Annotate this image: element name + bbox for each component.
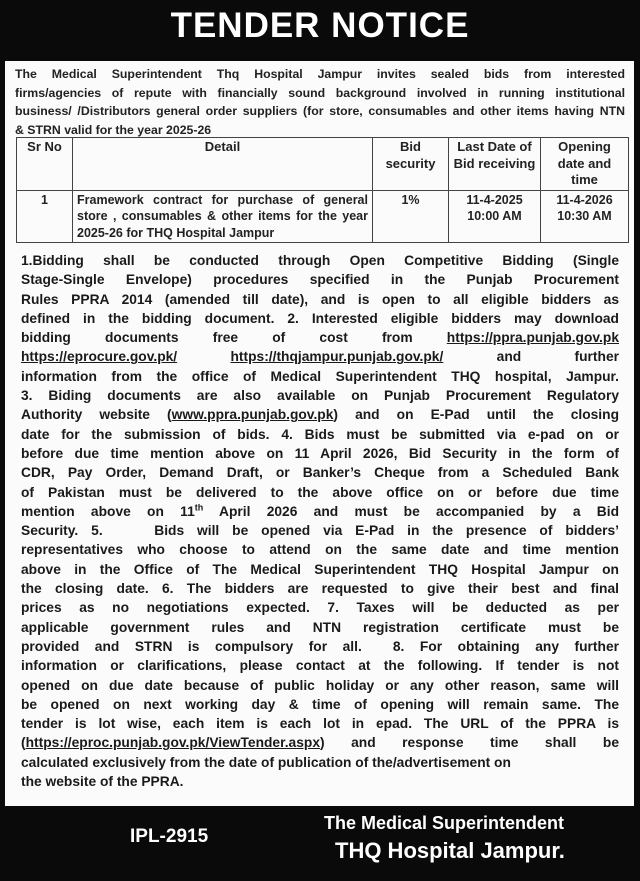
body-line xyxy=(21,386,619,405)
body-text: prices as no negotiations expected. 7. Taxes will be deducted as per xyxy=(21,600,619,616)
body-line xyxy=(21,579,619,598)
body-line xyxy=(21,676,619,695)
body-text: Rules PPRA 2014 (amended till date), and is open to all eligible bidders as xyxy=(21,291,619,307)
body-line xyxy=(21,347,619,366)
body-text: be opened on next working day & time of opening will remain same. The xyxy=(21,696,619,712)
body-text: mention above on 11 xyxy=(21,503,195,519)
url-link[interactable]: https://eprocure.gov.pk/ xyxy=(21,349,178,365)
body-line xyxy=(21,425,619,444)
body-text: applicable government rules and NTN registration certificate must be xyxy=(21,619,619,635)
header-opening: Opening date and time xyxy=(541,138,629,191)
body-text xyxy=(177,349,230,364)
body-text: 3. Biding documents are also available on Punjab Procurement Regulatory xyxy=(21,388,619,404)
body-text: before due time mention above on 11 April 2026, Bid Security in the form of xyxy=(21,445,619,461)
body-text: provided and STRN is compulsory for all. 8. For obtaining any further xyxy=(21,638,619,654)
body-text: ) and response time shall be xyxy=(320,735,619,751)
body-line xyxy=(21,367,619,386)
body-text: representatives who choose to attend on the same date and time mention xyxy=(21,542,619,558)
intro-line: firms/agencies of repute with financially sound background involved in running institutional xyxy=(15,85,625,100)
body-text: April 2026 and must be accompanied by a Bid xyxy=(203,503,619,519)
cell-opening xyxy=(541,190,629,243)
body-text: opened on due date because of public holiday or any other reason, same will xyxy=(21,677,619,693)
signatory-title: The Medical Superintendent xyxy=(324,813,565,833)
body-text: information or clarifications, please contact at the following. If tender is not xyxy=(21,658,619,674)
body-text: the closing date. 6. The bidders are requested to give their best and final xyxy=(21,581,619,597)
body-line xyxy=(21,444,619,463)
ipl-reference: IPL-2915 xyxy=(130,826,209,847)
body-line xyxy=(21,521,619,540)
terms-body xyxy=(21,251,619,791)
url-link[interactable]: https://ppra.punjab.gov.pk xyxy=(446,330,619,346)
cell-detail: Framework contract for purchase of general store , consumables & other items for the year 2025-26 for THQ Hospital Jampur xyxy=(73,190,373,243)
body-line xyxy=(21,270,619,289)
body-line xyxy=(21,502,619,521)
cell-last-date xyxy=(449,190,541,243)
intro-line: The Medical Superintendent Thq Hospital Jampur invites sealed bids from interested xyxy=(15,67,625,81)
header-sr-no: Sr No xyxy=(17,138,73,191)
url-link[interactable]: https://eproc.punjab.gov.pk/ViewTender.aspx xyxy=(25,735,320,751)
notice-sheet xyxy=(5,61,634,806)
body-line xyxy=(21,290,619,309)
body-line xyxy=(21,637,619,656)
cell-sr: 1 xyxy=(17,190,73,243)
body-text: above in the Office of The Medical Superintendent THQ Hospital Jampur on xyxy=(21,561,619,577)
url-link[interactable]: www.ppra.punjab.gov.pk xyxy=(171,407,334,423)
body-line xyxy=(21,483,619,502)
tender-table xyxy=(16,137,629,243)
notice-title: TENDER NOTICE xyxy=(170,6,470,45)
opening-date: 11-4-2026 xyxy=(556,192,613,207)
body-line xyxy=(21,405,619,424)
header-bid-security: Bid security xyxy=(373,138,449,191)
url-link[interactable]: https://thqjampur.punjab.gov.pk/ xyxy=(230,349,444,365)
body-text: Stage-Single Envelope) procedures specified in the Punjab Procurement xyxy=(21,272,619,288)
body-text: CDR, Pay Order, Demand Draft, or Banker’s Cheque from a Scheduled Bank xyxy=(21,465,619,481)
table-header-row xyxy=(17,138,629,191)
body-line xyxy=(21,772,619,791)
body-line xyxy=(21,463,619,482)
body-line xyxy=(21,251,619,270)
table-row xyxy=(17,190,629,243)
body-line xyxy=(21,328,619,347)
intro-line: business/ /Distributors general order suppliers (for store, consumables and other items having NTN xyxy=(15,104,625,118)
body-text: tender is lot wise, each item is each lot in epad. The URL of the PPRA is xyxy=(21,716,619,732)
header-detail: Detail xyxy=(73,138,373,191)
body-line xyxy=(21,733,619,752)
body-line xyxy=(21,598,619,617)
last-time: 10:00 AM xyxy=(467,209,522,223)
body-text: 1.Bidding shall be conducted through Open Competitive Bidding (Single xyxy=(21,253,619,268)
body-line xyxy=(21,560,619,579)
signatory-org: THQ Hospital Jampur. xyxy=(335,838,565,863)
body-text: ) and on E-Pad until the closing xyxy=(333,407,619,423)
body-text: Authority website ( xyxy=(21,407,172,423)
body-text: date for the submission of bids. 4. Bids must be submitted via e-pad on or xyxy=(21,426,619,442)
body-line xyxy=(21,656,619,675)
body-text: and further xyxy=(443,349,619,365)
body-text: defined in the bidding document. 2. Interested eligible bidders may download xyxy=(21,310,619,326)
cell-bid-security: 1% xyxy=(373,190,449,243)
header-last-date: Last Date of Bid receiving xyxy=(449,138,541,191)
body-line xyxy=(21,714,619,733)
body-text: calculated exclusively from the date of publication of the/advertisement on xyxy=(21,754,511,770)
body-line xyxy=(21,309,619,328)
body-line xyxy=(21,618,619,637)
body-text: ( xyxy=(21,735,26,751)
intro-paragraph xyxy=(15,65,625,139)
last-date: 11-4-2025 xyxy=(466,192,523,207)
body-line xyxy=(21,753,619,772)
opening-time: 10:30 AM xyxy=(557,209,612,223)
body-text: bidding documents free of cost from xyxy=(21,330,447,346)
body-text: the website of the PPRA. xyxy=(21,774,184,790)
body-text: Security. 5. Bids will be opened via E-Pad in the presence of bidders’ xyxy=(21,523,619,539)
body-line xyxy=(21,695,619,714)
intro-line: & STRN valid for the year 2025-26 xyxy=(15,122,212,137)
body-text: information from the office of Medical Superintendent THQ hospital, Jampur. xyxy=(21,368,619,384)
body-line xyxy=(21,540,619,559)
body-text: of Pakistan must be delivered to the above office on or before due time xyxy=(21,484,619,500)
body-text: th xyxy=(194,502,204,513)
